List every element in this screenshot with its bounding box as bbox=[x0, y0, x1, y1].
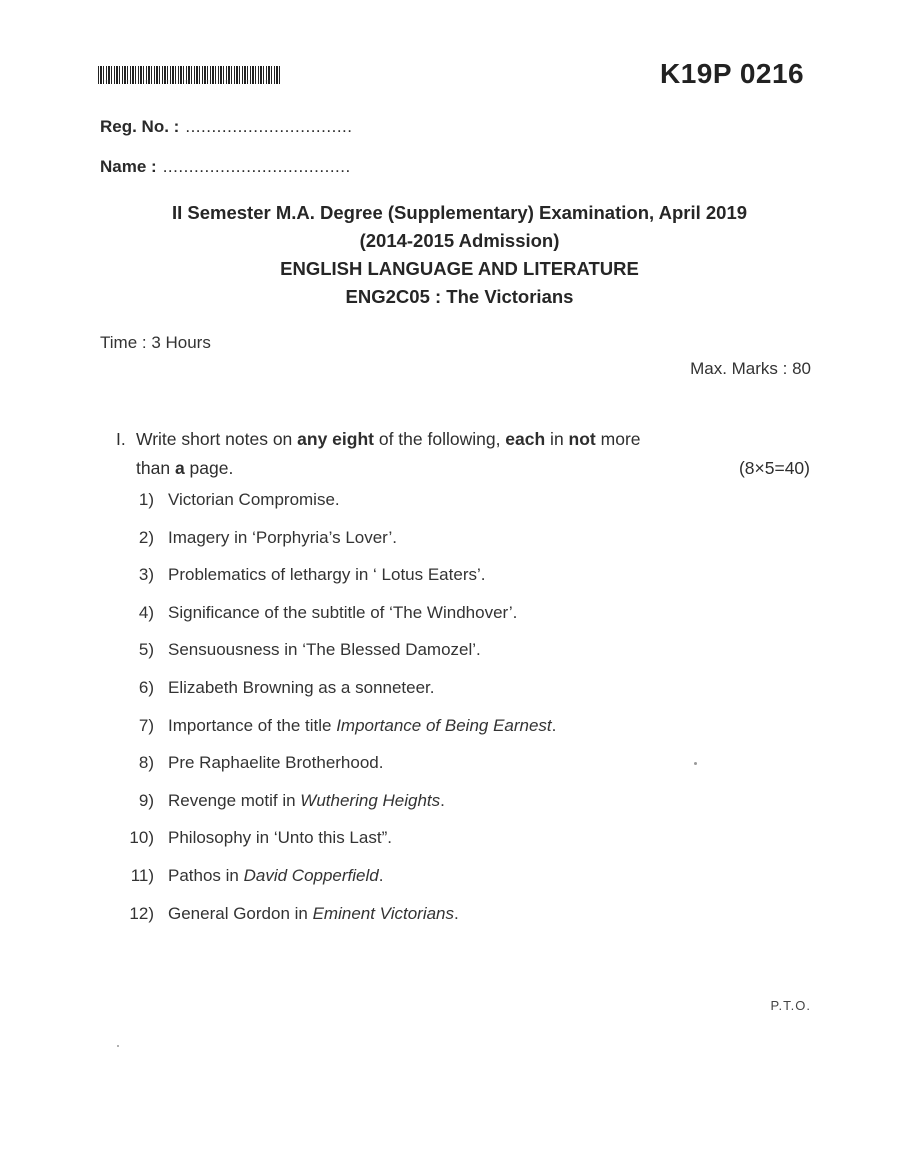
subject-line: ENGLISH LANGUAGE AND LITERATURE bbox=[280, 258, 639, 279]
barcode bbox=[98, 66, 280, 84]
reg-no-field bbox=[100, 117, 352, 137]
name-field bbox=[100, 157, 351, 177]
question-text bbox=[168, 716, 556, 736]
instr-text: Write short notes on bbox=[136, 429, 298, 449]
question-text-plain: General Gordon in bbox=[168, 903, 313, 923]
question-item bbox=[118, 565, 818, 589]
instr-bold: not bbox=[568, 429, 596, 449]
question-number: 9) bbox=[138, 790, 154, 810]
question-text: Philosophy in ‘Unto this Last”. bbox=[168, 828, 392, 848]
question-item bbox=[118, 791, 818, 815]
question-text: Pre Raphaelite Brotherhood. bbox=[168, 753, 384, 773]
instr-text: more bbox=[595, 429, 641, 449]
question-item bbox=[118, 753, 818, 777]
pto-note: P.T.O. bbox=[770, 998, 811, 1013]
question-item bbox=[118, 828, 818, 852]
question-text bbox=[168, 791, 445, 811]
question-item bbox=[118, 528, 818, 552]
paper-code: K19P 0216 bbox=[660, 58, 805, 89]
question-text: Sensuousness in ‘The Blessed Damozel’. bbox=[168, 640, 481, 660]
question-number: 2) bbox=[138, 527, 154, 547]
question-item bbox=[118, 716, 818, 740]
name-label: Name : bbox=[100, 157, 157, 176]
scan-speck bbox=[117, 1045, 119, 1047]
section-numeral: I. bbox=[116, 429, 126, 449]
scan-speck bbox=[694, 762, 697, 765]
question-title-italic: Importance of Being Earnest bbox=[336, 715, 552, 735]
question-item bbox=[118, 603, 818, 627]
reg-no-dots: ................................ bbox=[185, 117, 353, 136]
question-text bbox=[168, 904, 459, 924]
question-text: Problematics of lethargy in ‘ Lotus Eaters’. bbox=[168, 565, 486, 585]
question-item bbox=[118, 678, 818, 702]
question-number: 8) bbox=[138, 753, 154, 773]
instr-text: than bbox=[136, 458, 175, 478]
question-number: 3) bbox=[138, 565, 154, 585]
question-text-plain: . bbox=[454, 903, 459, 923]
question-text-plain: . bbox=[378, 866, 384, 885]
question-text-plain: . bbox=[440, 790, 445, 810]
question-number: 7) bbox=[138, 715, 154, 735]
question-number: 1) bbox=[138, 490, 154, 509]
question-number: 6) bbox=[138, 678, 154, 697]
instr-bold: any eight bbox=[297, 429, 374, 449]
question-text: Victorian Compromise. bbox=[168, 490, 340, 509]
section-instructions bbox=[116, 425, 816, 483]
max-marks: Max. Marks : 80 bbox=[690, 359, 811, 378]
question-item bbox=[118, 866, 818, 890]
question-number: 12) bbox=[129, 903, 154, 923]
question-text-plain: . bbox=[551, 715, 557, 735]
question-title-italic: Eminent Victorians bbox=[312, 903, 455, 923]
question-item bbox=[118, 904, 818, 928]
question-text: Imagery in ‘Porphyria’s Lover’. bbox=[168, 527, 397, 547]
question-item bbox=[118, 490, 818, 514]
question-item bbox=[118, 640, 818, 664]
section-score: (8×5=40) bbox=[738, 458, 810, 478]
question-text-plain: Revenge motif in bbox=[168, 790, 301, 810]
question-text-plain: Pathos in bbox=[168, 866, 244, 885]
name-dots: .................................... bbox=[162, 157, 351, 176]
question-number: 4) bbox=[138, 602, 154, 622]
time-allowed: Time : 3 Hours bbox=[100, 333, 211, 352]
instr-bold: each bbox=[505, 429, 546, 449]
question-text: Significance of the subtitle of ‘The Windhover’. bbox=[168, 602, 518, 622]
question-number: 11) bbox=[130, 866, 154, 885]
course-line: ENG2C05 : The Victorians bbox=[345, 286, 574, 307]
question-title-italic: David Copperfield bbox=[243, 866, 379, 885]
question-title-italic: Wuthering Heights bbox=[300, 790, 441, 810]
instr-text: page. bbox=[184, 458, 234, 478]
instr-text: of the following, bbox=[373, 429, 506, 449]
question-number: 10) bbox=[129, 828, 154, 848]
question-text bbox=[168, 866, 383, 886]
question-text: Elizabeth Browning as a sonneteer. bbox=[168, 678, 435, 697]
exam-title: II Semester M.A. Degree (Supplementary) Examination, April 2019 bbox=[171, 202, 748, 223]
reg-no-label: Reg. No. : bbox=[100, 117, 180, 136]
question-text-plain: Importance of the title bbox=[168, 715, 337, 735]
instr-text: in bbox=[545, 429, 569, 449]
instr-bold: a bbox=[174, 458, 185, 478]
admission-line: (2014-2015 Admission) bbox=[359, 230, 560, 251]
question-number: 5) bbox=[138, 640, 154, 660]
